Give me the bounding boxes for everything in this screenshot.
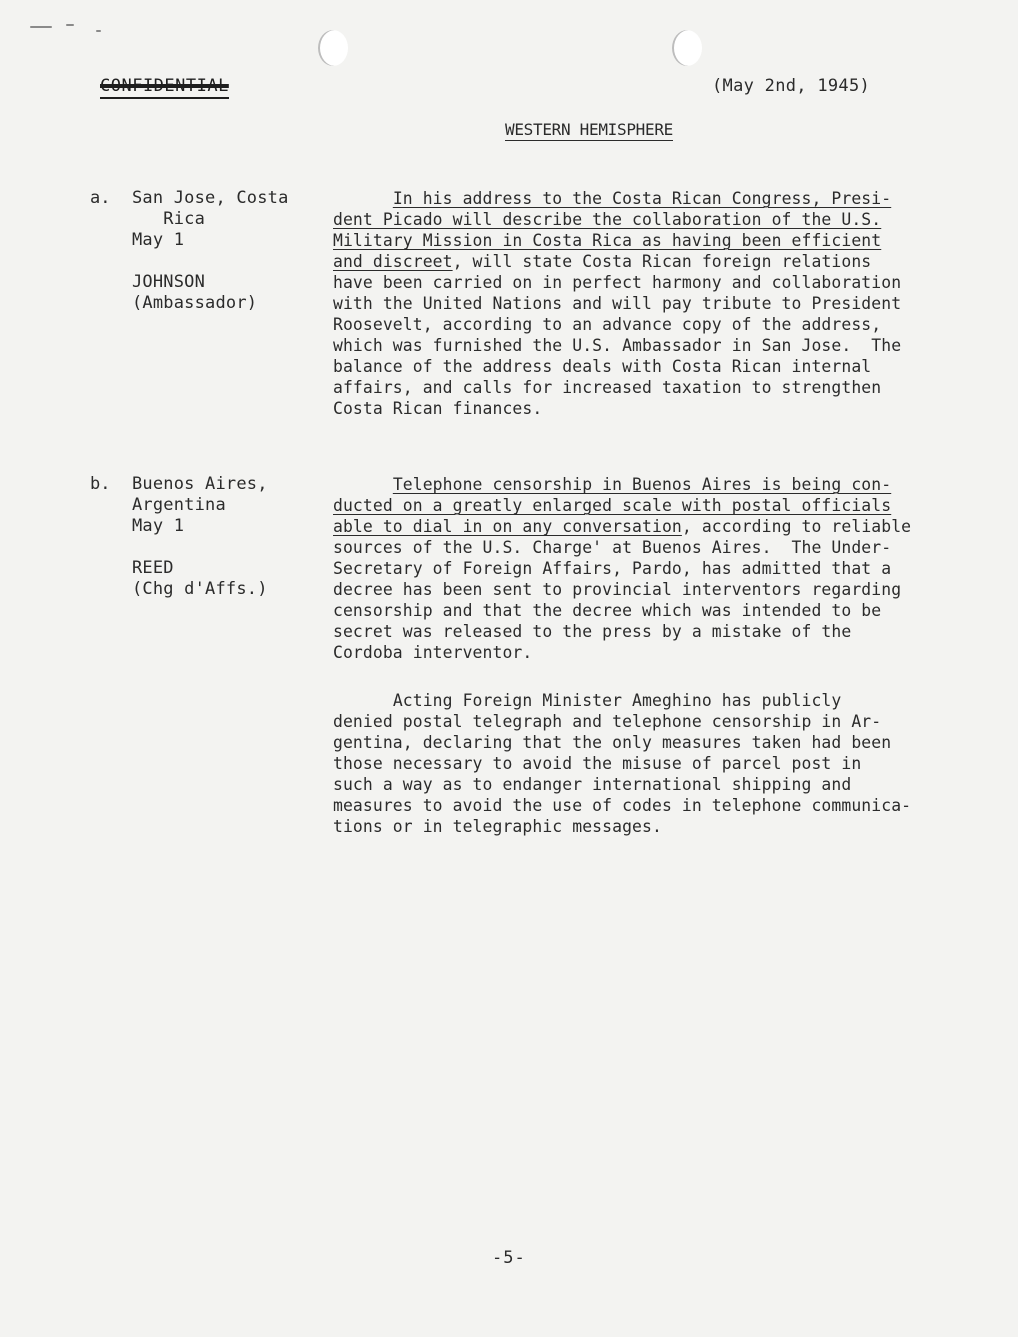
line-text: , will state Costa Rican foreign relations: [452, 252, 872, 271]
paragraph-line: [333, 774, 911, 795]
punch-hole-right: [672, 30, 702, 66]
page-number: -5-: [492, 1248, 526, 1268]
paragraph-line: [333, 188, 901, 209]
sender-name: REED: [132, 558, 174, 578]
paragraph-line: [333, 732, 911, 753]
line-text: tions or in telegraphic messages.: [333, 817, 662, 836]
item-meta: [132, 474, 268, 600]
line-text: Costa Rican finances.: [333, 399, 543, 418]
paragraph-line: [333, 600, 911, 621]
paper-speck: [96, 30, 101, 32]
underlined-text: ducted on a greatly enlarged scale with postal officials: [333, 496, 892, 515]
paragraph-line: [333, 474, 911, 495]
punch-hole-left: [318, 30, 348, 66]
line-text: Roosevelt, according to an advance copy of the address,: [333, 315, 882, 334]
paragraph-line: [333, 377, 901, 398]
report-date: May 1: [132, 516, 185, 536]
location-line: San Jose, Costa: [132, 188, 289, 208]
paragraph-line: [333, 579, 911, 600]
paragraph-line: [333, 230, 901, 251]
line-text: affairs, and calls for increased taxation to strengthen: [333, 378, 882, 397]
line-text: denied postal telegraph and telephone censorship in Ar-: [333, 712, 882, 731]
paragraph-line: [333, 816, 911, 837]
line-text: balance of the address deals with Costa Rican internal: [333, 357, 872, 376]
paragraph-line: [333, 516, 911, 537]
underlined-text: able to dial in on any conversation: [333, 517, 682, 536]
line-text: sources of the U.S. Charge' at Buenos Aires. The Under-: [333, 538, 892, 557]
line-text: , according to reliable: [681, 517, 912, 536]
line-text: Cordoba interventor.: [333, 643, 533, 662]
sender-name: JOHNSON: [132, 272, 206, 292]
paragraph-line: [333, 690, 911, 711]
paper-speck: [66, 24, 74, 26]
paragraph-line: [333, 495, 911, 516]
paragraph-line: [333, 398, 901, 419]
underlined-text: and discreet: [333, 252, 453, 271]
item-paragraph: [333, 188, 901, 419]
paragraph-line: [333, 537, 911, 558]
document-date: (May 2nd, 1945): [712, 76, 871, 96]
line-text: measures to avoid the use of codes in telephone communica-: [333, 796, 912, 815]
underlined-text: Telephone censorship in Buenos Aires is being con-: [392, 475, 892, 494]
item-letter: a.: [90, 188, 111, 208]
paragraph-line: [333, 314, 901, 335]
paragraph-line: [333, 209, 901, 230]
line-text: such a way as to endanger international shipping and: [333, 775, 852, 794]
paragraph-line: [333, 558, 911, 579]
location-line: Buenos Aires,: [132, 474, 268, 494]
underlined-text: dent Picado will describe the collaboration of the U.S.: [333, 210, 882, 229]
line-text: decree has been sent to provincial interventors regarding: [333, 580, 902, 599]
line-text: censorship and that the decree which was intended to be: [333, 601, 882, 620]
paragraph-line: [333, 251, 901, 272]
paragraph-line: [333, 753, 911, 774]
line-text: Secretary of Foreign Affairs, Pardo, has admitted that a: [333, 559, 892, 578]
sender-role: (Ambassador): [132, 293, 258, 313]
underlined-text: In his address to the Costa Rican Congress, Presi-: [392, 189, 892, 208]
paragraph-line: [333, 621, 911, 642]
location-line: Argentina: [132, 495, 226, 515]
paragraph-line: [333, 711, 911, 732]
sender-role: (Chg d'Affs.): [132, 579, 268, 599]
line-text: secret was released to the press by a mistake of the: [333, 622, 852, 641]
location-line: Rica: [132, 209, 206, 229]
underlined-text: Military Mission in Costa Rica as having been efficient: [333, 231, 882, 250]
line-text: which was furnished the U.S. Ambassador in San Jose. The: [333, 336, 902, 355]
line-text: Acting Foreign Minister Ameghino has publicly: [392, 691, 842, 710]
item-meta: [132, 188, 289, 314]
line-text: gentina, declaring that the only measures taken had been: [333, 733, 892, 752]
paragraph-line: [333, 272, 901, 293]
report-date: May 1: [132, 230, 185, 250]
item-paragraph: [333, 474, 911, 663]
paper-speck: [30, 26, 52, 28]
classification-mark: CONFIDENTIAL: [100, 76, 229, 99]
paragraph-line: [333, 642, 911, 663]
paragraph-line: [333, 293, 901, 314]
paragraph-line: [333, 795, 911, 816]
item-letter: b.: [90, 474, 111, 494]
line-text: those necessary to avoid the misuse of parcel post in: [333, 754, 862, 773]
section-title: WESTERN HEMISPHERE: [505, 120, 673, 139]
paragraph-line: [333, 335, 901, 356]
line-text: have been carried on in perfect harmony and collaboration: [333, 273, 902, 292]
paragraph-line: [333, 356, 901, 377]
item-paragraph: [333, 690, 911, 837]
line-text: with the United Nations and will pay tribute to President: [333, 294, 902, 313]
